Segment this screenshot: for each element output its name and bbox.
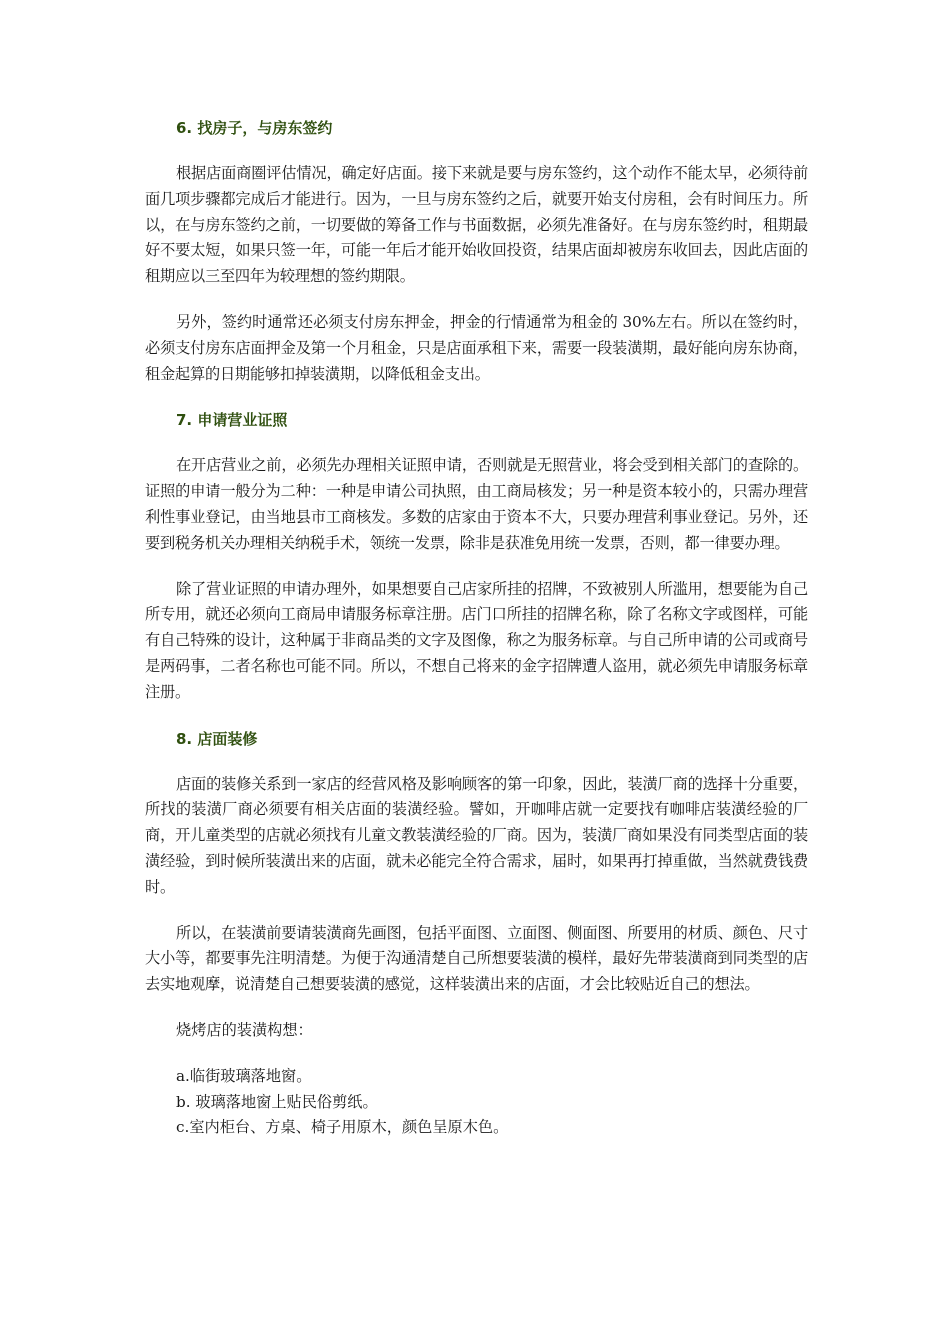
section-7-paragraph-2: 除了营业证照的申请办理外，如果想要自己店家所挂的招牌，不致被别人所滥用，想要能为自己所专用，就还必须向工商局申请服务标章注册。店门口所挂的招牌名称，除了名称文字或图样，可能有自己特殊的设计，这种属于非商品类的文字及图像，称之为服务标章。与自己所申请的公司或商号是两码事，二者名称也可能不同。所以，不想自己将来的金字招牌遭人盗用，就必须先申请服务标章注册。 <box>145 579 808 701</box>
document-page <box>145 115 808 1141</box>
section-8-paragraph-2: 所以，在装潢前要请装潢商先画图，包括平面图、立面图、侧面图、所要用的材质、颜色、尺寸大小等，都要事先注明清楚。为便于沟通清楚自己所想要装潢的模样，最好先带装潢商到同类型的店去实地观摩，说清楚自己想要装潢的感觉，这样装潢出来的店面，才会比较贴近自己的想法。 <box>145 923 808 994</box>
section-6-paragraph-1: 根据店面商圈评估情况，确定好店面。接下来就是要与房东签约，这个动作不能太早，必须待前面几项步骤都完成后才能进行。因为，一旦与房东签约之后，就要开始支付房租，会有时间压力。所以，在与房东签约之前，一切要做的筹备工作与书面数据，必须先准备好。在与房东签约时，租期最好不要太短，如果只签一年，可能一年后才能开始收回投资，结果店面却被房东收回去，因此店面的租期应以三至四年为较理想的签约期限。 <box>145 164 808 286</box>
section-6-paragraph-2: 另外，签约时通常还必须支付房东押金，押金的行情通常为租金的 30%左右。所以在签约时，必须支付房东店面押金及第一个月租金，只是店面承租下来，需要一段装潢期，最好能向房东协商，租金起算的日期能够扣掉装潢期，以降低租金支出。 <box>145 312 808 383</box>
list-item: c.室内柜台、方桌、椅子用原木，颜色呈原木色。 <box>176 1118 509 1137</box>
section-8-paragraph-1: 店面的装修关系到一家店的经营风格及影响顾客的第一印象，因此，装潢厂商的选择十分重要，所找的装潢厂商必须要有相关店面的装潢经验。譬如，开咖啡店就一定要找有咖啡店装潢经验的厂商，开儿童类型的店就必须找有儿童文教装潢经验的厂商。因为，装潢厂商如果没有同类型店面的装潢经验，到时候所装潢出来的店面，就未必能完全符合需求，届时，如果再打掉重做，当然就费钱费时。 <box>145 774 808 896</box>
section-7-paragraph-1: 在开店营业之前，必须先办理相关证照申请，否则就是无照营业，将会受到相关部门的查除的。证照的申请一般分为二种：一种是申请公司执照，由工商局核发；另一种是资本较小的，只需办理营利性事业登记，由当地县市工商核发。多数的店家由于资本不大，只要办理营利事业登记。另外，还要到税务机关办理相关纳税手术，领统一发票，除非是获准免用统一发票，否则，都一律要办理。 <box>145 456 808 552</box>
list-item: b. 玻璃落地窗上贴民俗剪纸。 <box>176 1092 378 1111</box>
decoration-idea-list <box>145 1064 808 1141</box>
section-8-heading: 8. 店面装修 <box>176 729 258 748</box>
list-item: a.临街玻璃落地窗。 <box>176 1066 312 1085</box>
section-7-heading: 7. 申请营业证照 <box>176 411 288 430</box>
section-6-heading: 6. 找房子，与房东签约 <box>176 119 333 137</box>
section-8-list-intro: 烧烤店的装潢构想： <box>176 1020 313 1039</box>
